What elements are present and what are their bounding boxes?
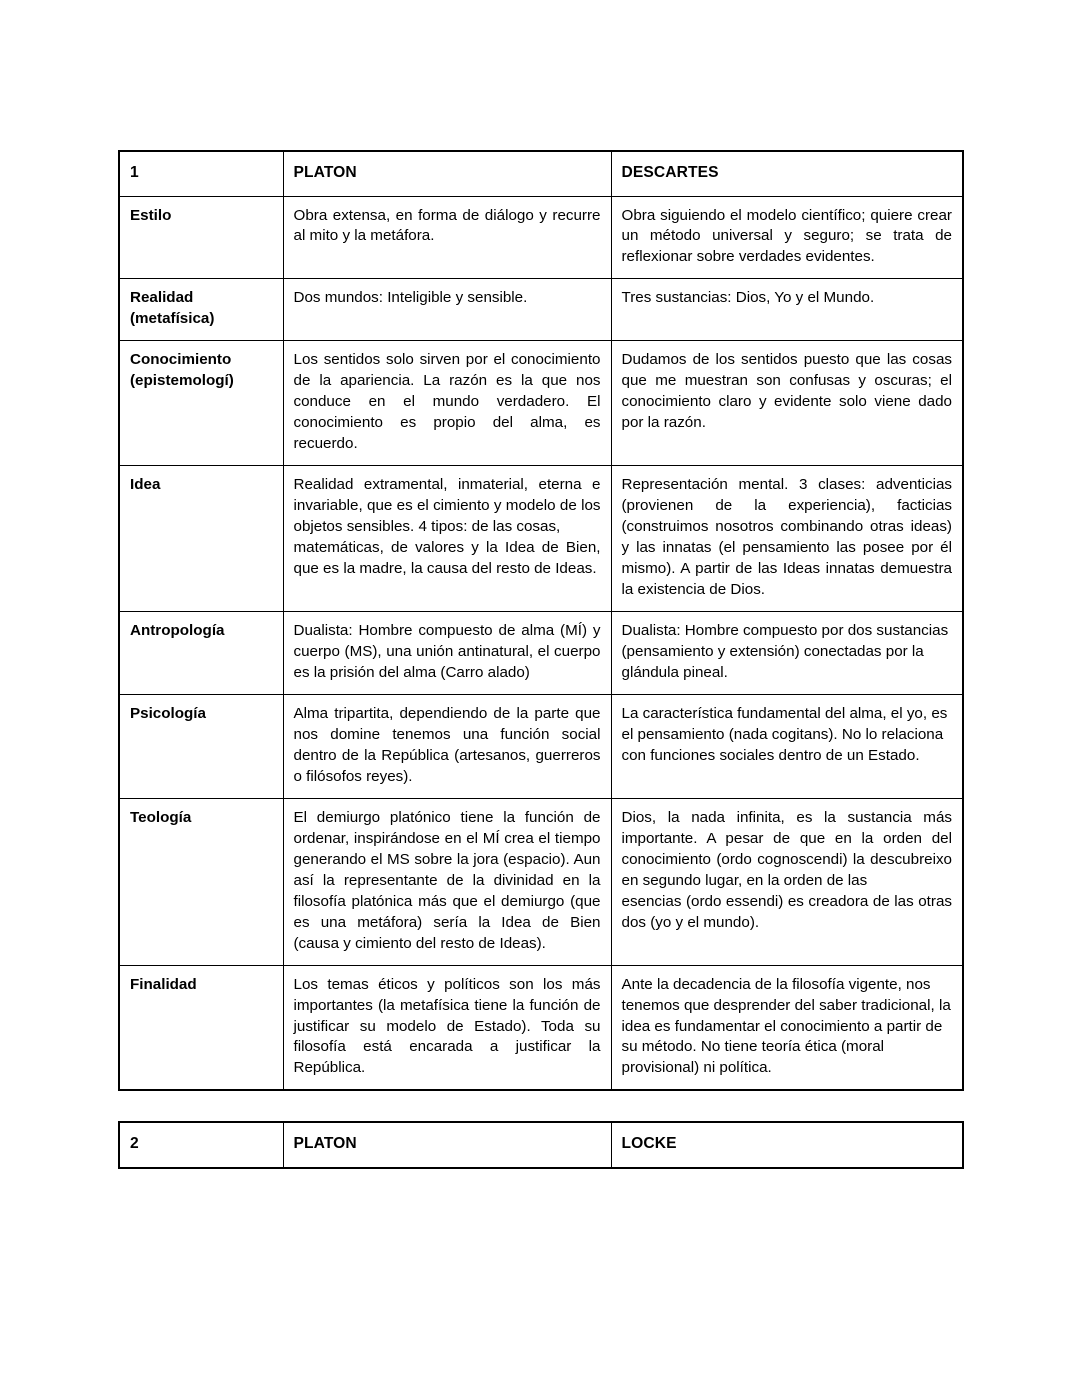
comparison-table-platon-descartes xyxy=(118,150,964,1091)
table-header-row xyxy=(119,151,963,196)
comparison-table-platon-locke xyxy=(118,1121,964,1169)
table-row-estilo xyxy=(119,196,963,279)
table-index-cell: 2 xyxy=(119,1122,283,1168)
cell-psicologia-descartes: La característica fundamental del alma, el yo, es el pensamiento (nada cogitans). No lo relaciona con funciones sociales dentro de un Estado. xyxy=(611,694,963,798)
cell-idea-platon xyxy=(283,466,611,612)
row-term-realidad xyxy=(119,279,283,341)
cell-finalidad-descartes: Ante la decadencia de la filosofía vigente, nos tenemos que desprender del saber tradicional, la idea es fundamentar el conocimiento a partir de su método. No tiene teoría ética (moral provisional) ni política. xyxy=(611,965,963,1090)
table-row-finalidad xyxy=(119,965,963,1090)
column-header-platon: PLATON xyxy=(283,1122,611,1168)
table-header-row xyxy=(119,1122,963,1168)
cell-teologia-descartes-part2: esencias (ordo essendi) es creadora de las otras dos (yo y el mundo). xyxy=(621,892,952,931)
cell-antropologia-descartes: Dualista: Hombre compuesto por dos sustancias (pensamiento y extensión) conectadas por la glándula pineal. xyxy=(611,612,963,695)
table-gap-spacer xyxy=(118,1091,962,1121)
cell-realidad-descartes: Tres sustancias: Dios, Yo y el Mundo. xyxy=(611,279,963,341)
row-term-finalidad: Finalidad xyxy=(119,965,283,1090)
column-header-descartes: DESCARTES xyxy=(611,151,963,196)
cell-estilo-platon: Obra extensa, en forma de diálogo y recurre al mito y la metáfora. xyxy=(283,196,611,279)
cell-estilo-descartes: Obra siguiendo el modelo científico; quiere crear un método universal y seguro; se trata de reflexionar sobre verdades evidentes. xyxy=(611,196,963,279)
cell-teologia-descartes xyxy=(611,798,963,965)
cell-conocimiento-platon: Los sentidos solo sirven por el conocimiento de la apariencia. La razón es la que nos conduce en el mundo verdadero. El conocimiento es propio del alma, es recuerdo. xyxy=(283,341,611,466)
cell-realidad-platon: Dos mundos: Inteligible y sensible. xyxy=(283,279,611,341)
cell-idea-platon-part1: Realidad extramental, inmaterial, eterna e invariable, que es el cimiento y modelo de los objetos sensibles. 4 tipos: de las cosas, xyxy=(293,476,601,536)
table-row-idea xyxy=(119,466,963,612)
row-term-estilo: Estilo xyxy=(119,196,283,279)
table-row-realidad xyxy=(119,279,963,341)
row-term-teologia: Teología xyxy=(119,798,283,965)
row-term-realidad-line1: Realidad xyxy=(130,289,194,307)
cell-idea-platon-part2: matemáticas, de valores y la Idea de Bien, que es la madre, la causa del resto de Ideas. xyxy=(293,539,601,578)
table-index-cell: 1 xyxy=(119,151,283,196)
row-term-antropologia: Antropología xyxy=(119,612,283,695)
row-term-psicologia: Psicología xyxy=(119,694,283,798)
tables-container xyxy=(118,150,962,1169)
row-term-realidad-line2: (metafísica) xyxy=(130,310,215,328)
cell-teologia-descartes-part1: Dios, la nada infinita, es la sustancia más importante. A pesar de que en la orden del conocimiento (ordo cognoscendi) la descubreixo en segundo lugar, en la orden de las xyxy=(621,808,952,889)
cell-conocimiento-descartes: Dudamos de los sentidos puesto que las cosas que me muestran son confusas y oscuras; el conocimiento claro y evidente solo viene dado por la razón. xyxy=(611,341,963,466)
column-header-locke: LOCKE xyxy=(611,1122,963,1168)
cell-antropologia-platon: Dualista: Hombre compuesto de alma (MÍ) y cuerpo (MS), una unión antinatural, el cuerpo es la prisión del alma (Carro alado) xyxy=(283,612,611,695)
cell-idea-descartes: Representación mental. 3 clases: adventicias (provienen de la experiencia), facticias (construimos nosotros combinando otras ideas) y las innatas (el pensamiento las posee por él mismo). A partir de las Ideas innatas demuestra la existencia de Dios. xyxy=(611,466,963,612)
row-term-conocimiento-line1: Conocimiento xyxy=(130,351,232,369)
row-term-conocimiento-line2: (epistemologí) xyxy=(130,372,234,390)
table-row-antropologia xyxy=(119,612,963,695)
cell-finalidad-platon: Los temas éticos y políticos son los más importantes (la metafísica tiene la función de justificar su modelo de Estado). Toda su filosofía está encarada a justificar la República. xyxy=(283,965,611,1090)
row-term-idea: Idea xyxy=(119,466,283,612)
row-term-conocimiento xyxy=(119,341,283,466)
column-header-platon: PLATON xyxy=(283,151,611,196)
table-row-psicologia xyxy=(119,694,963,798)
cell-psicologia-platon: Alma tripartita, dependiendo de la parte que nos domine tenemos una función social dentro de la República (artesanos, guerreros o filósofos reyes). xyxy=(283,694,611,798)
cell-teologia-platon: El demiurgo platónico tiene la función de ordenar, inspirándose en el MÍ crea el tiempo generando el MS sobre la jora (espacio). Aun así la representante de la divinidad en la filosofía platónica más que el demiurgo (que es una metáfora) sería la Idea de Bien (causa y cimiento del resto de Ideas). xyxy=(283,798,611,965)
table-row-conocimiento xyxy=(119,341,963,466)
table-row-teologia xyxy=(119,798,963,965)
